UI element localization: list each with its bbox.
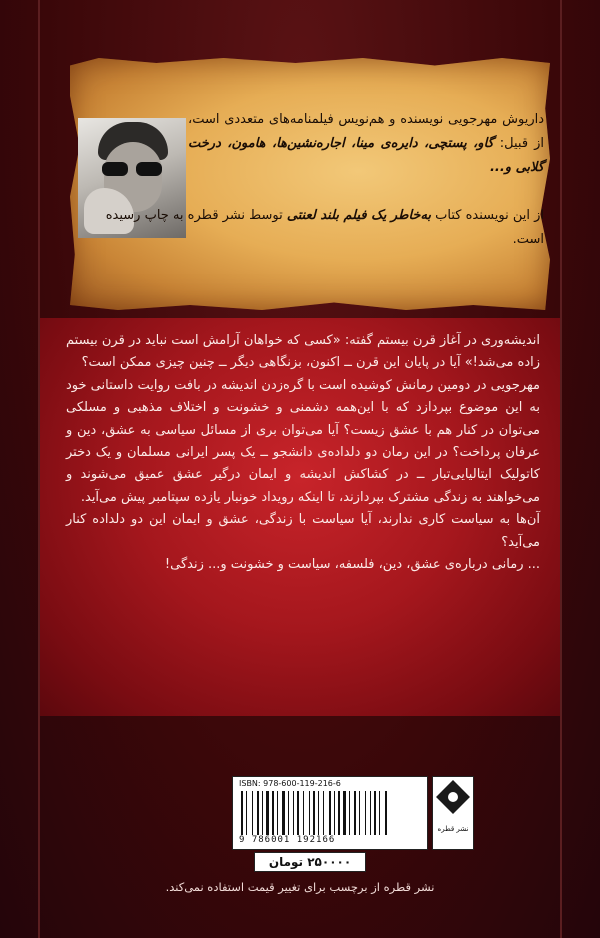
publisher-logo xyxy=(432,776,474,850)
barcode-label xyxy=(232,776,428,850)
bio-film-list: گاو، پستچی، دایره‌ی مینا، اجاره‌نشین‌ها، هامون، درخت گلابی و... xyxy=(188,136,544,175)
bio-book-title: به‌خاطر یک فیلم بلند لعنتی xyxy=(286,208,432,223)
blurb-paragraph-1: اندیشه‌وری در آغاز قرن بیستم گفته: «کسی که خواهان آرامش است نباید در قرن بیستم زاده می‌شد!» آیا در پایان این قرن ــ اکنون، بزنگاهی دیگر ــ چنین چیزی ممکن است؟ xyxy=(66,333,540,371)
blurb-text xyxy=(66,330,540,576)
bio-line-3-suffix: توسط نشر قطره به چاپ رسیده است. xyxy=(105,208,544,247)
blurb-paragraph-3: آن‌ها به سیاست کاری ندارند، آیا سیاست با زندگی، عشق و ایمان این دو دلداده کنار می‌آید؟ xyxy=(66,512,540,550)
photo-sunglasses xyxy=(102,162,164,176)
price-label: ۲۵۰۰۰۰ تومان xyxy=(254,852,366,872)
bio-line-2-prefix: است، از قبیل: xyxy=(188,112,544,151)
bio-line-3-prefix: از این نویسنده کتاب xyxy=(431,208,544,223)
barcode-bars xyxy=(241,791,421,835)
price-sticker-note: نشر قطره از برچسب برای تغییر قیمت استفاده نمی‌کند. xyxy=(165,880,435,894)
blurb-paragraph-2: مهرجویی در دومین رمانش کوشیده است با گره‌زدن اندیشه در بافت روایت داستانی خود به این موضوع بپردازد که با این‌همه دشمنی و خشونت و اختلاف مذهبی و مسلکی می‌توان در کنار هم با عشق زیست؟ آیا می‌توان بری از مسائل سیاسی به عشق، دین و عرفان پرداخت؟ در این رمان دو دلداده‌ی دانشجو ــ یک پسر ایرانی مسلمان و یک دختر کاتولیک ایتالیایی‌تبار ــ در کشاکش اندیشه و ایمان درگیر عشق عمیق می‌شوند و می‌خواهند به زندگی مشترک بپردازند، تا اینکه رویداد خونبار یازده سپتامبر پیش می‌آید. xyxy=(66,377,540,505)
bio-line-1: داریوش مهرجویی نویسنده و هم‌نویس فیلمنامه‌های متعددی xyxy=(224,112,545,127)
blurb-paragraph-4: ... رمانی درباره‌ی عشق، دین، فلسفه، سیاست و خشونت و... زندگی! xyxy=(164,557,540,573)
author-bio-books xyxy=(78,204,544,252)
logo-center xyxy=(448,792,458,802)
author-bio xyxy=(188,108,544,180)
ean-digits: 9 786001 192166 xyxy=(239,835,336,845)
isbn-text: ISBN: 978-600-119-216-6 xyxy=(239,779,341,788)
publisher-caption: نشر قطره xyxy=(437,825,469,833)
